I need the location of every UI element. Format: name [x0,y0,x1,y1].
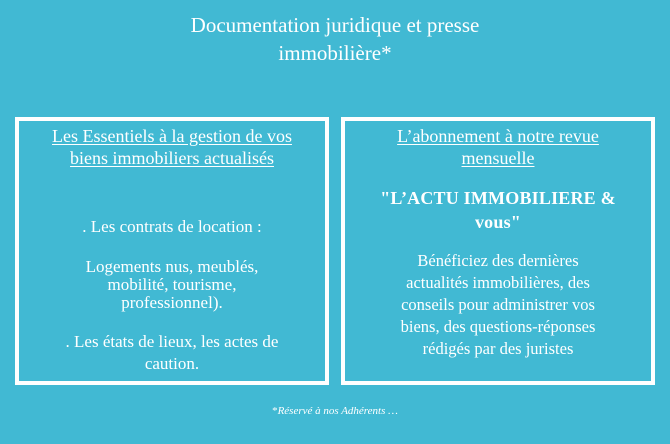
essentials-heading[interactable] [19,125,325,169]
benefits-line1: Bénéficiez des dernières [417,251,579,270]
essentials-card [15,117,329,385]
contracts-item: . Les contrats de location : [82,217,262,236]
inventory-item [29,331,315,375]
housing-types-line1: Logements nus, meublés, [85,257,259,276]
subscription-heading[interactable] [345,125,651,169]
benefits-line2: actualités immobilières, des [406,273,590,292]
inventory-item-line2: caution. [144,354,200,373]
members-footnote [0,404,670,418]
inventory-item-line1: . Les états de lieux, les actes de [65,332,279,351]
footnote-asterisk: * [272,405,278,417]
magazine-name-line1: "L’ACTU IMMOBILIERE & [380,188,616,208]
essentials-heading-line1: Les Essentiels à la gestion de vos [52,126,292,146]
page-title-line2: immobilière* [278,41,392,65]
subscription-benefits [357,250,639,360]
benefits-line4: biens, des questions-réponses [400,317,596,336]
subscription-heading-line1: L’abonnement à notre revue [397,126,599,146]
essentials-heading-line2: biens immobiliers actualisés [70,148,274,168]
page-title [120,11,550,67]
housing-types [37,258,307,312]
housing-types-line3: professionnel). [121,293,223,312]
subscription-card [341,117,655,385]
subscription-heading-line2: mensuelle [461,148,535,168]
magazine-name [345,186,651,234]
housing-types-line2: mobilité, tourisme, [107,275,237,294]
magazine-name-line2: vous" [474,212,521,232]
footnote-text: Réservé à nos Adhérents … [277,405,398,417]
page-title-line1: Documentation juridique et presse [190,13,480,37]
benefits-line5: rédigés par des juristes [422,339,574,358]
benefits-line3: conseils pour administrer vos [401,295,595,314]
